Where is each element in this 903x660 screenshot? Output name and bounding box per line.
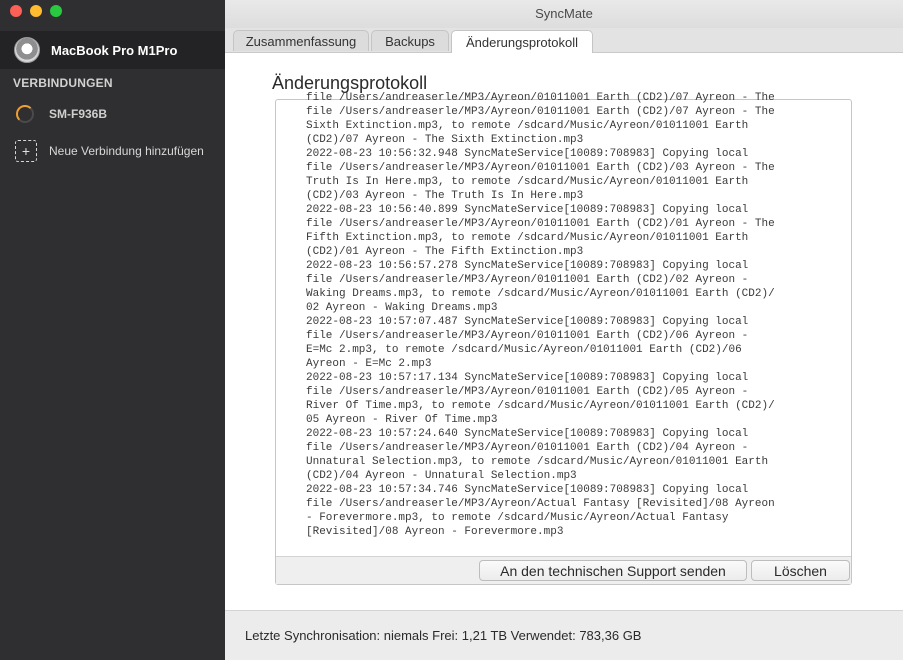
connection-item-sm-f936b[interactable] <box>0 99 225 129</box>
connections-header: VERBINDUNGEN <box>13 76 113 90</box>
main-window <box>225 0 903 660</box>
close-window-button[interactable] <box>10 5 22 17</box>
sidebar <box>0 0 225 660</box>
add-connection-label: Neue Verbindung hinzufügen <box>49 144 204 158</box>
log-footer <box>276 556 851 584</box>
title-bar <box>225 0 903 29</box>
send-support-button[interactable]: An den technischen Support senden <box>479 560 747 581</box>
window-controls <box>10 5 62 17</box>
tab-bar <box>225 28 903 53</box>
sync-status-text: Letzte Synchronisation: niemals Frei: 1,21 TB Verwendet: 783,36 GB <box>245 628 642 643</box>
tab-zusammenfassung[interactable]: Zusammenfassung <box>233 30 369 51</box>
device-avatar-icon <box>14 37 40 63</box>
add-icon: + <box>15 140 37 162</box>
log-text[interactable]: file /Users/andreaserle/MP3/Ayreon/01011001 Earth (CD2)/07 Ayreon - The file /Users/andreaserle/MP3/Ayreon/01011001 Earth (CD2)/07 Ayreon - The Sixth Extinction.mp3, to remote /sdcard/Music/Ayreon/01011001 Earth (CD2)/07 Ayreon - The Sixth Extinction.mp3 2022-08-23 10:56:32.948 SyncMateService[10089:708983] Copying local file /Users/andreaserle/MP3/Ayreon/01011001 Earth (CD2)/03 Ayreon - The Truth Is In Here.mp3, to remote /sdcard/Music/Ayreon/01011001 Earth (CD2)/03 Ayreon - The Truth Is In Here.mp3 2022-08-23 10:56:40.899 SyncMateService[10089:708983] Copying local file /Users/andreaserle/MP3/Ayreon/01011001 Earth (CD2)/01 Ayreon - The Fifth Extinction.mp3, to remote /sdcard/Music/Ayreon/01011001 Earth (CD2)/01 Ayreon - The Fifth Extinction.mp3 2022-08-23 10:56:57.278 SyncMateService[10089:708983] Copying local file /Users/andreaserle/MP3/Ayreon/01011001 Earth (CD2)/02 Ayreon - Waking Dreams.mp3, to remote /sdcard/Music/Ayreon/01011001 Earth (CD2)/ 02 Ayreon - Waking Dreams.mp3 2022-08-23 10:57:07.487 SyncMateService[10089:708983] Copying local file /Users/andreaserle/MP3/Ayreon/01011001 Earth (CD2)/06 Ayreon - E=Mc 2.mp3, to remote /sdcard/Music/Ayreon/01011001 Earth (CD2)/06 Ayreon - E=Mc 2.mp3 2022-08-23 10:57:17.134 SyncMateService[10089:708983] Copying local file /Users/andreaserle/MP3/Ayreon/01011001 Earth (CD2)/05 Ayreon - River Of Time.mp3, to remote /sdcard/Music/Ayreon/01011001 Earth (CD2)/ 05 Ayreon - River Of Time.mp3 2022-08-23 10:57:24.640 SyncMateService[10089:708983] Copying local file /Users/andreaserle/MP3/Ayreon/01011001 Earth (CD2)/04 Ayreon - Unnatural Selection.mp3, to remote /sdcard/Music/Ayreon/01011001 Earth (CD2)/04 Ayreon - Unnatural Selection.mp3 2022-08-23 10:57:34.746 SyncMateService[10089:708983] Copying local file /Users/andreaserle/MP3/Ayreon/Actual Fantasy [Revisited]/08 Ayreon - Forevermore.mp3, to remote /sdcard/Music/Ayreon/Actual Fantasy [Revisited]/08 Ayreon - Forevermore.mp3 <box>306 92 775 538</box>
tab-backups[interactable]: Backups <box>371 30 449 51</box>
status-bar <box>225 610 903 660</box>
log-panel[interactable] <box>275 92 852 585</box>
connection-label: SM-F936B <box>49 107 108 121</box>
add-connection-button[interactable] <box>0 136 225 166</box>
minimize-window-button[interactable] <box>30 5 42 17</box>
page-title: Änderungsprotokoll <box>272 73 428 93</box>
device-name: MacBook Pro M1Pro <box>51 42 178 58</box>
window-title: SyncMate <box>535 6 593 21</box>
spinner-icon <box>16 105 34 123</box>
device-item-macbook[interactable] <box>0 31 225 69</box>
maximize-window-button[interactable] <box>50 5 62 17</box>
tab-aenderungsprotokoll[interactable]: Änderungsprotokoll <box>451 30 593 53</box>
delete-log-button[interactable]: Löschen <box>751 560 850 581</box>
